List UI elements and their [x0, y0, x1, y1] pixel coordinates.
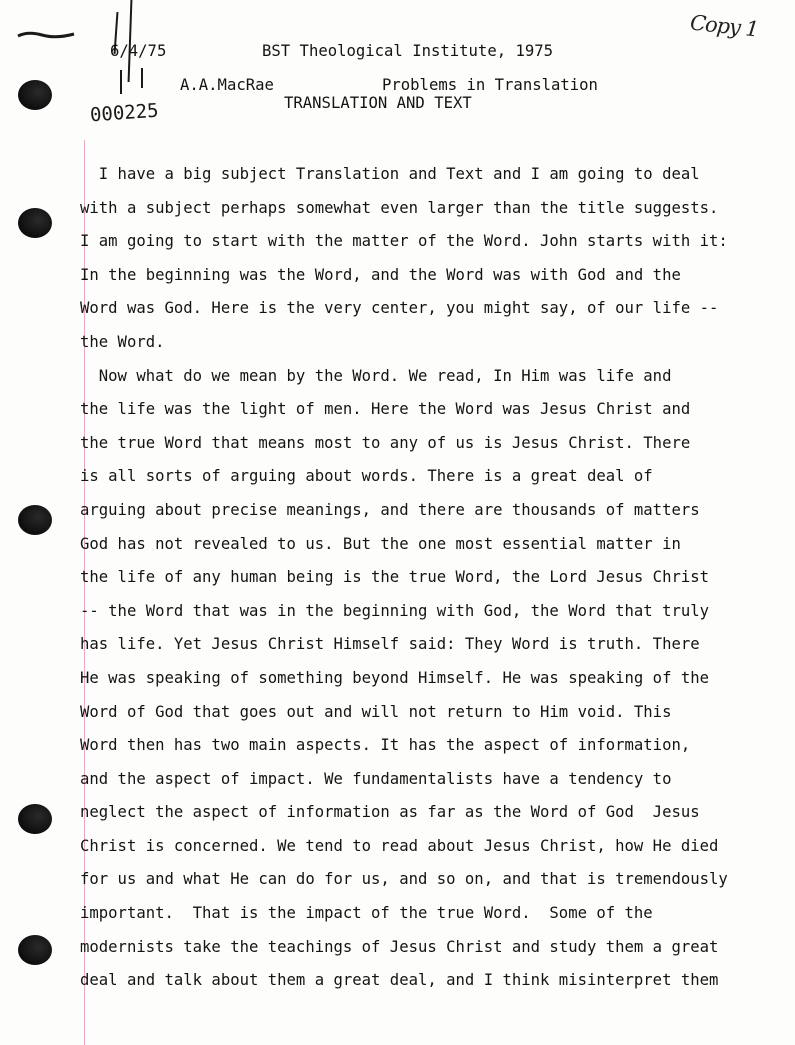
text-line: Word was God. Here is the very center, you might say, of our life -- — [80, 299, 719, 318]
header-date: 6/4/75 — [110, 42, 167, 60]
text-line: deal and talk about them a great deal, and I think misinterpret them — [80, 971, 719, 990]
text-line: the life was the light of men. Here the Word was Jesus Christ and — [80, 400, 691, 419]
handwritten-copy-note: Copy 1 — [688, 10, 760, 42]
text-line: and the aspect of impact. We fundamentalists have a tendency to — [80, 769, 672, 788]
header-course: Problems in Translation — [382, 76, 598, 94]
header-author: A.A.MacRae — [180, 76, 274, 94]
pen-stroke — [141, 68, 143, 88]
text-line: In the beginning was the Word, and the Word was with God and the — [80, 265, 681, 284]
pen-stroke — [120, 70, 122, 94]
text-line: the Word. — [80, 332, 165, 351]
document-title: TRANSLATION AND TEXT — [284, 94, 472, 112]
text-line: -- the Word that was in the beginning with God, the Word that truly — [80, 601, 710, 620]
pen-mark — [16, 28, 76, 42]
pen-stroke — [128, 0, 133, 82]
text-line: I have a big subject Translation and Text and I am going to deal — [80, 165, 700, 183]
document-number-stamp: 000225 — [89, 99, 160, 127]
body-text — [80, 158, 780, 998]
punch-hole — [18, 80, 52, 110]
text-line: Word then has two main aspects. It has the aspect of information, — [80, 736, 691, 755]
text-line: God has not revealed to us. But the one most essential matter in — [80, 534, 681, 553]
text-line: for us and what He can do for us, and so on, and that is tremendously — [80, 870, 728, 889]
text-line: Now what do we mean by the Word. We read, In Him was life and — [80, 366, 672, 385]
punch-hole — [18, 935, 52, 965]
punch-hole — [18, 505, 52, 535]
text-line: modernists take the teachings of Jesus Christ and study them a great — [80, 937, 719, 956]
header-institute: BST Theological Institute, 1975 — [262, 42, 554, 60]
text-line: He was speaking of something beyond Himself. He was speaking of the — [80, 668, 710, 687]
text-line: is all sorts of arguing about words. There is a great deal of — [80, 467, 653, 486]
text-line: important. That is the impact of the true Word. Some of the — [80, 904, 653, 923]
text-line: neglect the aspect of information as far as the Word of God Jesus — [80, 803, 700, 822]
punch-hole — [18, 208, 52, 238]
text-line: the life of any human being is the true Word, the Lord Jesus Christ — [80, 568, 710, 587]
text-line: Christ is concerned. We tend to read about Jesus Christ, how He died — [80, 836, 719, 855]
text-line: I am going to start with the matter of the Word. John starts with it: — [80, 232, 728, 251]
text-line: has life. Yet Jesus Christ Himself said: They Word is truth. There — [80, 635, 700, 654]
text-line: arguing about precise meanings, and there are thousands of matters — [80, 500, 700, 519]
punch-hole — [18, 804, 52, 834]
text-line: the true Word that means most to any of us is Jesus Christ. There — [80, 433, 691, 452]
text-line: with a subject perhaps somewhat even larger than the title suggests. — [80, 198, 719, 217]
text-line: Word of God that goes out and will not return to Him void. This — [80, 702, 672, 721]
